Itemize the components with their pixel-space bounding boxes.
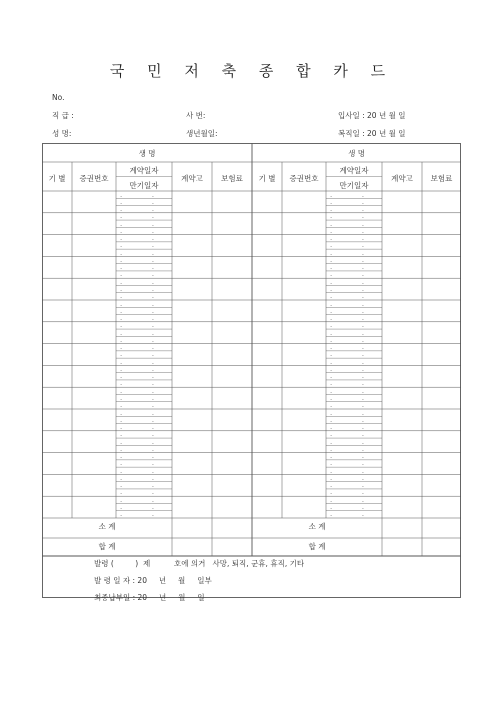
left-period-header: 기 별 bbox=[48, 174, 66, 183]
date-placeholder: . . bbox=[120, 285, 168, 293]
date-placeholder: . . bbox=[120, 249, 168, 257]
date-placeholder: . . bbox=[120, 394, 168, 402]
date-placeholder: . . bbox=[330, 438, 378, 446]
date-placeholder: . . bbox=[120, 416, 168, 424]
date-placeholder: . . bbox=[120, 322, 168, 330]
date-placeholder: . . bbox=[330, 227, 378, 235]
date-placeholder: . . bbox=[330, 402, 378, 410]
date-placeholder: . . bbox=[330, 387, 378, 395]
date-placeholder: . . bbox=[330, 307, 378, 315]
date-placeholder: . . bbox=[120, 235, 168, 243]
date-placeholder: . . bbox=[120, 373, 168, 381]
date-placeholder: . . bbox=[120, 482, 168, 490]
date-placeholder: . . bbox=[330, 351, 378, 359]
footer-last-payment-line: 최종납부일 : 20 년 월 일 bbox=[94, 593, 205, 602]
date-placeholder: . . bbox=[120, 453, 168, 461]
date-placeholder: . . bbox=[330, 431, 378, 439]
date-placeholder: . . bbox=[120, 293, 168, 301]
left-contract-date-header: 계약일자 bbox=[129, 166, 159, 175]
date-placeholder: . . bbox=[330, 191, 378, 199]
right-cert-no-header: 증권번호 bbox=[289, 174, 319, 183]
date-placeholder: . . bbox=[330, 344, 378, 352]
date-placeholder: . . bbox=[330, 380, 378, 388]
date-placeholder: . . bbox=[120, 496, 168, 504]
card-title: 국 민 저 축 종 합 카 드 bbox=[109, 62, 395, 80]
date-placeholder: . . bbox=[120, 242, 168, 250]
date-placeholder: . . bbox=[120, 431, 168, 439]
date-placeholder: . . bbox=[330, 329, 378, 337]
date-placeholder: . . bbox=[330, 482, 378, 490]
date-placeholder: . . bbox=[330, 206, 378, 214]
date-placeholder: . . bbox=[120, 278, 168, 286]
date-placeholder: . . bbox=[120, 227, 168, 235]
date-placeholder: . . bbox=[120, 380, 168, 388]
date-placeholder: . . bbox=[330, 315, 378, 323]
left-cert-no-header: 증권번호 bbox=[79, 174, 109, 183]
left-name-header: 생 명 bbox=[138, 149, 156, 158]
date-placeholder: . . bbox=[120, 365, 168, 373]
date-placeholder: . . bbox=[120, 438, 168, 446]
date-placeholder: . . bbox=[120, 198, 168, 206]
right-name-header: 생 명 bbox=[348, 149, 365, 158]
right-subtotal-label: 소 계 bbox=[308, 522, 326, 531]
date-placeholder: . . bbox=[330, 322, 378, 330]
date-placeholder: . . bbox=[120, 424, 168, 432]
left-premium-header: 보험료 bbox=[221, 174, 243, 183]
date-placeholder: . . bbox=[120, 315, 168, 323]
date-placeholder: . . bbox=[330, 489, 378, 497]
date-placeholder: . . bbox=[120, 220, 168, 228]
date-placeholder: . . bbox=[330, 511, 378, 519]
footer-order-date-line: 발 령 일 자 : 20 년 월 일부 bbox=[94, 576, 212, 585]
date-placeholder: . . bbox=[330, 256, 378, 264]
date-placeholder: . . bbox=[330, 213, 378, 221]
date-placeholder: . . bbox=[120, 387, 168, 395]
date-placeholder: . . bbox=[330, 365, 378, 373]
right-period-header: 기 별 bbox=[258, 174, 276, 183]
date-placeholder: . . bbox=[120, 409, 168, 417]
date-placeholder: . . bbox=[120, 474, 168, 482]
date-placeholder: . . bbox=[120, 511, 168, 519]
date-placeholder: . . bbox=[330, 453, 378, 461]
date-placeholder: . . bbox=[330, 300, 378, 308]
date-placeholder: . . bbox=[120, 191, 168, 199]
date-placeholder: . . bbox=[330, 394, 378, 402]
employee-number-label: 사 번: bbox=[186, 111, 206, 120]
date-placeholder: . . bbox=[120, 271, 168, 279]
date-placeholder: . . bbox=[330, 235, 378, 243]
date-placeholder: . . bbox=[330, 220, 378, 228]
date-placeholder: . . bbox=[120, 307, 168, 315]
footer-order-line: 발령 ( ) 제 호에 의거 사망, 퇴직, 군휴, 휴직, 기타 bbox=[94, 559, 305, 568]
date-placeholder: . . bbox=[330, 424, 378, 432]
date-placeholder: . . bbox=[120, 300, 168, 308]
date-placeholder: . . bbox=[330, 285, 378, 293]
birth-date-label: 생년월일: bbox=[186, 129, 218, 138]
date-placeholder: . . bbox=[330, 445, 378, 453]
date-placeholder: . . bbox=[330, 271, 378, 279]
date-placeholder: . . bbox=[120, 264, 168, 272]
right-contract-amount-header: 계약고 bbox=[391, 174, 413, 183]
date-placeholder: . . bbox=[330, 373, 378, 381]
date-placeholder: . . bbox=[330, 416, 378, 424]
left-maturity-date-header: 만기일자 bbox=[129, 181, 159, 190]
date-placeholder: . . bbox=[120, 336, 168, 344]
date-placeholder: . . bbox=[330, 358, 378, 366]
rank-label: 직 급 : bbox=[52, 111, 74, 120]
date-placeholder: . . bbox=[330, 336, 378, 344]
date-placeholder: . . bbox=[120, 206, 168, 214]
date-placeholder: . . bbox=[330, 460, 378, 468]
date-placeholder: . . bbox=[120, 351, 168, 359]
date-placeholder: . . bbox=[330, 409, 378, 417]
date-placeholder: . . bbox=[120, 344, 168, 352]
date-placeholder: . . bbox=[120, 213, 168, 221]
date-placeholder: . . bbox=[120, 467, 168, 475]
date-placeholder: . . bbox=[120, 329, 168, 337]
no-label: No. bbox=[52, 93, 65, 102]
date-placeholder: . . bbox=[330, 278, 378, 286]
left-contract-amount-header: 계약고 bbox=[181, 174, 203, 183]
date-placeholder: . . bbox=[330, 503, 378, 511]
join-date-label: 입사일 : 20 년 월 일 bbox=[338, 111, 406, 120]
date-placeholder: . . bbox=[330, 249, 378, 257]
date-placeholder: . . bbox=[120, 445, 168, 453]
right-maturity-date-header: 만기일자 bbox=[339, 181, 369, 190]
right-premium-header: 보험료 bbox=[430, 174, 453, 183]
savings-table bbox=[42, 143, 461, 602]
left-subtotal-label: 소 계 bbox=[98, 522, 116, 531]
right-total-label: 합 계 bbox=[308, 542, 326, 551]
date-placeholder: . . bbox=[120, 460, 168, 468]
date-placeholder: . . bbox=[330, 496, 378, 504]
date-placeholder: . . bbox=[330, 293, 378, 301]
left-total-label: 합 계 bbox=[98, 542, 116, 551]
date-placeholder: . . bbox=[120, 503, 168, 511]
date-placeholder: . . bbox=[330, 474, 378, 482]
date-placeholder: . . bbox=[120, 402, 168, 410]
date-placeholder: . . bbox=[330, 198, 378, 206]
date-placeholder: . . bbox=[120, 358, 168, 366]
date-placeholder: . . bbox=[120, 256, 168, 264]
date-placeholder: . . bbox=[120, 489, 168, 497]
right-contract-date-header: 계약일자 bbox=[339, 166, 369, 175]
date-placeholder: . . bbox=[330, 264, 378, 272]
date-placeholder: . . bbox=[330, 242, 378, 250]
rejoin-date-label: 복직일 : 20 년 월 일 bbox=[338, 129, 406, 138]
date-placeholder: . . bbox=[330, 467, 378, 475]
name-label: 성 명: bbox=[52, 129, 72, 138]
